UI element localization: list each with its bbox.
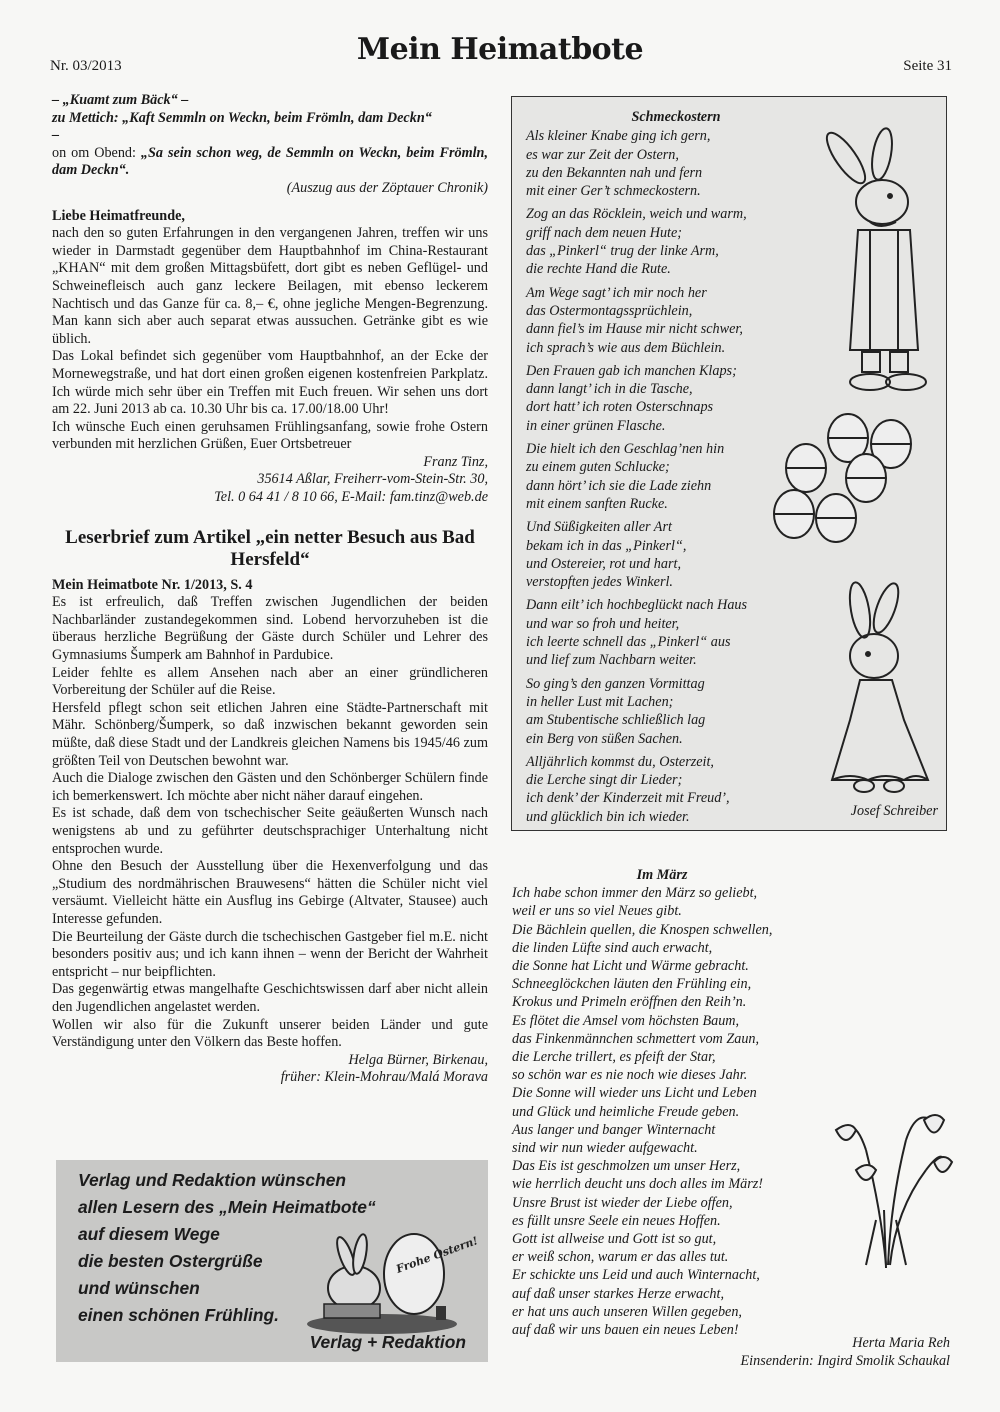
poem-line: sind wir nun wieder aufgewacht. xyxy=(512,1140,698,1157)
poem-line: dann langt’ ich in die Tasche, xyxy=(526,381,693,398)
poem-title: Schmeckostern xyxy=(631,109,721,125)
greeting-line: allen Lesern des „Mein Heimatbote“ xyxy=(78,1197,376,1217)
poem-line: er hat uns auch unseren Willen gegeben, xyxy=(512,1303,742,1320)
intro-quote: „Sa sein schon weg, de Semmln on Weckn, beim Frömln, dam Deckn“. xyxy=(52,144,488,179)
letter-paragraph: Ich wünsche Euch einen geruhsamen Frühlingsanfang, sowie frohe Ostern verbunden mit herzlichen Grüßen, Euer Ortsbetreuer xyxy=(52,418,488,453)
poem-line: am Stubentische schließlich lag xyxy=(526,712,706,729)
poem-line: Das Eis ist geschmolzen um unser Herz, xyxy=(512,1158,741,1175)
poem-line: Am Wege sagt’ ich mir noch her xyxy=(526,284,707,301)
poem-line: verstopften jedes Winkerl. xyxy=(526,574,673,591)
egg-text: Frohe Ostern! xyxy=(394,1234,480,1276)
letter-signature-name: Franz Tinz, xyxy=(423,453,488,470)
poem-title: Im März xyxy=(636,867,688,883)
poem-line: Gott ist allweise und Gott ist so gut, xyxy=(512,1231,717,1248)
poem-line: und lief zum Nachbarn weiter. xyxy=(526,652,697,669)
poem-line: Und Süßigkeiten aller Art xyxy=(526,519,672,536)
poem-line: das „Pinkerl“ trug der linke Arm, xyxy=(526,243,719,260)
greeting-line: auf diesem Wege xyxy=(78,1224,220,1244)
poem-stanza xyxy=(526,205,826,278)
article-signature-name: Helga Bürner, Birkenau, xyxy=(348,1051,488,1068)
greeting-line: einen schönen Frühling. xyxy=(78,1305,279,1325)
greeting-line: und wünschen xyxy=(78,1278,200,1298)
page-number: Seite 31 xyxy=(903,58,952,74)
poem-line: So ging’s den ganzen Vormittag xyxy=(526,675,705,692)
intro-line-1: – „Kuamt zum Bäck“ – xyxy=(52,92,189,108)
poem-line: er weiß schon, warum er das alles tut. xyxy=(512,1249,729,1266)
poem-line: dort hatt’ ich roten Osterschnaps xyxy=(526,399,714,416)
letter-paragraph: Das Lokal befindet sich gegenüber vom Hauptbahnhof, an der Ecke der Mornewegstraße, und hat dort einen großen eigenen kostenfreien Parkplatz. Ich würde mich sehr über ein Treffen mit Euch freuen. Wir sehen uns dort am 22. Juni 2013 ab ca. 10.30 Uhr bis ca. 17.00/18.00 Uhr! xyxy=(52,348,488,418)
article-paragraph: Wollen wir also für die Zukunft unserer beiden Länder und gute Verständigung unter den Völkern das Beste hoffen. xyxy=(52,1016,488,1051)
poem-line: Alljährlich kommst du, Osterzeit, xyxy=(526,753,714,770)
poem-stanza xyxy=(526,284,826,357)
intro-line-2: zu Mettich: „Kaft Semmln on Weckn, beim Frömln, dam Deckn“ xyxy=(52,109,432,126)
poem-line: zu den Bekannten nah und fern xyxy=(526,164,703,181)
poem-line: mit einem sanften Rucke. xyxy=(526,495,668,512)
poem-line: es war zur Zeit der Ostern, xyxy=(526,146,679,163)
poem-stanza xyxy=(526,127,826,200)
poem-line: Die Sonne will wieder uns Licht und Leben xyxy=(512,1085,757,1102)
poem-line: das Finkenmännchen schmettert vom Zaun, xyxy=(512,1030,760,1047)
poem-line: Krokus und Primeln eröffnen den Reih’n. xyxy=(512,994,747,1011)
masthead-logo: Mein Heimatbote xyxy=(356,32,644,67)
poem-line: und war so froh und heiter, xyxy=(526,615,680,632)
easter-greeting-box xyxy=(56,1160,488,1362)
left-column xyxy=(52,92,488,1087)
poem-line: es füllt unsre Seele ein neues Hoffen. xyxy=(512,1212,721,1229)
snowdrop-flowers-illustration xyxy=(826,1090,956,1270)
article-headline: Leserbrief zum Artikel „ein netter Besuch aus Bad Hersfeld“ xyxy=(65,526,475,570)
poem-stanza xyxy=(526,753,826,826)
intro-source: (Auszug aus der Zöptauer Chronik) xyxy=(286,179,488,196)
poem-line: Zog an das Röcklein, weich und warm, xyxy=(526,206,747,223)
article-paragraph: Leider fehlte es allem Ansehen nach aber an einer gründlicheren Vorbereitung der Schüler auf die Reise. xyxy=(52,664,488,699)
poem-line: ich denk’ der Kinderzeit mit Freud’, xyxy=(526,790,730,807)
poem-line: so schön war es nie noch wie dieses Jahr. xyxy=(512,1067,748,1084)
poem-line: und Ostereier, rot und hart, xyxy=(526,555,682,572)
poem-line: die Lerche singt dir Lieder; xyxy=(526,772,683,789)
poem-line: ich sprach’s wie aus dem Büchlein. xyxy=(526,339,726,356)
letter-greeting: Liebe Heimatfreunde, xyxy=(52,207,185,224)
poem-line: ich leerte schnell das „Pinkerl“ aus xyxy=(526,634,731,651)
poem-line: auf daß wir uns bauen ein neues Leben! xyxy=(512,1322,739,1339)
letter-signature-address: 35614 Aßlar, Freiherr-vom-Stein-Str. 30, xyxy=(257,471,488,488)
poem-line: ein Berg von süßen Sachen. xyxy=(526,730,683,747)
greeting-signature: Verlag + Redaktion xyxy=(309,1332,466,1352)
article-paragraph: Ohne den Besuch der Ausstellung über die Hexenverfolgung und das „Studium des nordmährischen Brauwesens“ hätten die Schüler nicht viel versäumt. Vielleicht hätte ein Ausflug ins Gebirge (Altvater, Stausee) auch Interesse gefunden. xyxy=(52,858,488,927)
bunny-girl-illustration xyxy=(820,580,940,800)
poem-line: auf daß unser starkes Herze erwacht, xyxy=(512,1285,725,1302)
poem-line: Die Bächlein quellen, die Knospen schwellen, xyxy=(512,921,773,938)
poem-line: das Ostermontagssprüchlein, xyxy=(526,302,693,319)
poem-line: wie herrlich deucht uns doch alles im März! xyxy=(512,1176,764,1193)
poem-line: die Sonne hat Licht und Wärme gebracht. xyxy=(512,958,749,975)
poem-line: Den Frauen gab ich manchen Klaps; xyxy=(526,362,737,379)
poem-line: Er schickte uns Leid und auch Winternacht, xyxy=(512,1267,760,1284)
easter-eggs-illustration xyxy=(766,408,926,548)
article-paragraph: Es ist erfreulich, daß Treffen zwischen Jugendlichen der beiden Nachbarländer zustandegekommen sind. Lobend hervorzuheben ist die überaus herzliche Begrüßung der Gäste durch Schüler und Lehrer des Gymnasiums Šumperk am Bahnhof in Pardubice. xyxy=(52,594,488,664)
poem-line: dann fiel’s im Hause mir nicht schwer, xyxy=(526,321,743,338)
greeting-line: Verlag und Redaktion wünschen xyxy=(78,1170,346,1190)
poem-line: die Lerche trillert, es pfeift der Star, xyxy=(512,1049,716,1066)
greeting-line: die besten Ostergrüße xyxy=(78,1251,263,1271)
poem-line: die linden Lüfte sind auch erwacht, xyxy=(512,939,713,956)
poem-stanza xyxy=(526,596,826,669)
article-paragraph: Auch die Dialoge zwischen den Gästen und den Schönberger Schülern finde ich bemerkenswert. Ich möchte aber nicht näher darauf eingehen. xyxy=(52,770,488,804)
article-paragraph: Hersfeld pflegt schon seit etlichen Jahren eine Städte-Partnerschaft mit Mähr. Schönberg/Šumperk, so daß inzwischen bekannt geworden sein müßte, daß diese Stadt und der Landkreis gleichen Namens bis 1945/46 zum größten Teil von Deutschen bewohnt war. xyxy=(52,699,488,769)
poem-line: mit einer Ger’t schmeckostern. xyxy=(526,183,701,200)
intro-line-4 xyxy=(52,145,488,180)
poem-line: griff nach dem neuen Hute; xyxy=(526,224,683,241)
article-paragraph: Es ist schade, daß dem von tschechischer Seite geäußerten Wunsch nach wenigstens ab und zu geführter deutschsprachiger Unterhaltung nicht entsprochen wurde. xyxy=(52,805,488,857)
article-paragraph: Die Beurteilung der Gäste durch die tschechischen Gastgeber fiel m.E. nicht besonders positiv aus; und ich kann ihnen – wenn der Bericht der Wahrheit entspricht – nur beipflichten. xyxy=(52,928,488,980)
easter-bunny-egg-illustration xyxy=(302,1226,480,1336)
poem-line: dann hört’ ich sie die Lade ziehn xyxy=(526,477,712,494)
poem-line: zu einem guten Schlucke; xyxy=(526,459,670,476)
poem-author: Josef Schreiber xyxy=(850,803,938,819)
poem-line: Aus langer und banger Winternacht xyxy=(512,1121,716,1138)
poem-line: Es flötet die Amsel vom höchsten Baum, xyxy=(512,1012,740,1029)
poem-line: Dann eilt’ ich hochbeglückt nach Haus xyxy=(526,597,748,614)
letter-signature-contact: Tel. 0 64 41 / 8 10 66, E-Mail: fam.tinz@web.de xyxy=(214,489,488,506)
poem-author: Herta Maria Reh xyxy=(852,1335,950,1351)
poem-attribution xyxy=(741,1334,951,1370)
bunny-boy-illustration xyxy=(810,130,940,400)
poem-submitter: Einsenderin: Ingird Smolik Schaukal xyxy=(740,1353,950,1369)
issue-number: Nr. 03/2013 xyxy=(50,58,122,74)
poem-line: Schneeglöckchen läuten den Frühling ein, xyxy=(512,976,752,993)
poem-line: Unsre Brust ist wieder der Liebe offen, xyxy=(512,1194,733,1211)
poem-line: bekam ich in das „Pinkerl“, xyxy=(526,537,687,554)
poem-line: und Glück und heimliche Freude geben. xyxy=(512,1103,740,1120)
poem-line: die rechte Hand die Rute. xyxy=(526,261,671,278)
intro-prefix: on om Obend: xyxy=(52,144,141,161)
poem-line: Die hielt ich den Geschlag’nen hin xyxy=(526,441,725,458)
poem-line: in heller Lust mit Lachen; xyxy=(526,693,674,710)
poem-line: Ich habe schon immer den März so geliebt, xyxy=(512,885,758,902)
poem-line: und glücklich bin ich wieder. xyxy=(526,808,690,825)
poem-line: weil er uns so viel Neues gibt. xyxy=(512,903,682,920)
letter-paragraph: nach den so guten Erfahrungen in den vergangenen Jahren, treffen wir uns wieder in Darmstadt gegenüber dem Hauptbahnhof im China-Restaurant „KHAN“ mit dem großen Mittagsbüfett, dort gibt es neben Geflügel- und Schweinefleisch auch ganz leckere Beilagen, mit ebenso leckerem Nachtisch und das Ganze für ca. 8,– €, ohne jegliche Mengen-Begrenzung. Man kann sich aber auch separat etwas aussuchen. Getränke gibt es wie üblich. xyxy=(52,225,488,347)
poem-line: Als kleiner Knabe ging ich gern, xyxy=(526,128,711,145)
article-reference: Mein Heimatbote Nr. 1/2013, S. 4 xyxy=(52,576,253,593)
article-paragraph: Das gegenwärtig etwas mangelhafte Geschichtswissen darf aber nicht allein den Jugendlichen angelastet werden. xyxy=(52,981,488,1015)
poem-line: in einer grünen Flasche. xyxy=(526,417,666,434)
poem-stanza xyxy=(526,675,826,748)
article-signature-origin: früher: Klein-Mohrau/Malá Morava xyxy=(280,1069,488,1086)
intro-line-3: – xyxy=(52,127,60,144)
